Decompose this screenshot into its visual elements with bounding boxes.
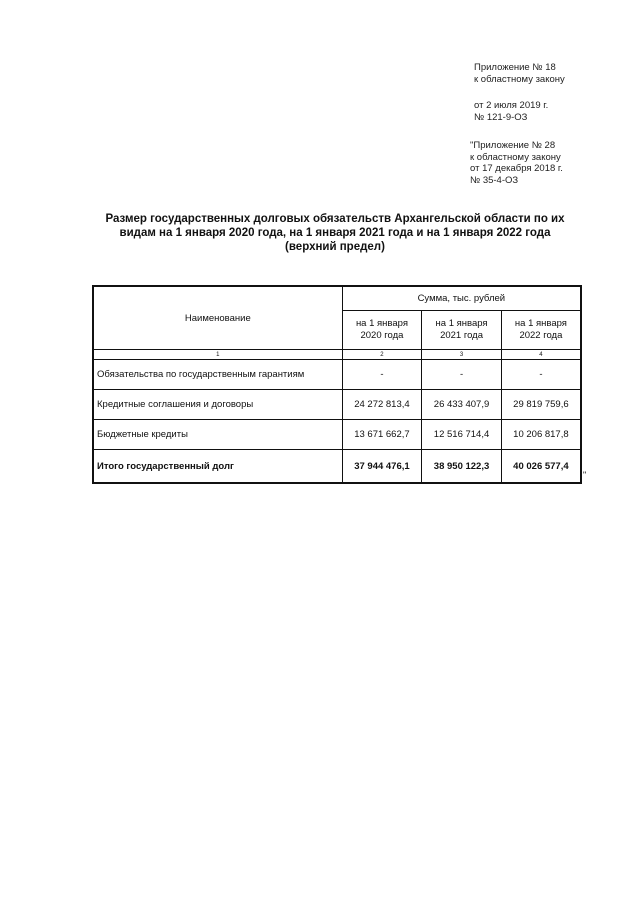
header-sum: Сумма, тыс. рублей (342, 286, 581, 311)
header-date-2022: на 1 января 2022 года (501, 311, 581, 350)
appendix-law-number: № 121-9-ОЗ (474, 111, 528, 123)
appendix-law-ref: к областному закону (474, 73, 565, 85)
appendix-number: Приложение № 18 (474, 62, 556, 73)
row-value: 10 206 817,8 (501, 420, 581, 450)
column-number: 3 (422, 350, 502, 360)
table-row (93, 420, 581, 450)
title-line-1: Размер государственных долговых обязательств Архангельской области по их (105, 213, 565, 225)
table-row (93, 360, 581, 390)
row-value: 12 516 714,4 (422, 420, 502, 450)
total-name: Итого государственный долг (93, 450, 342, 484)
closing-quote: " (583, 470, 587, 480)
header-name: Наименование (93, 286, 342, 350)
row-value: 24 272 813,4 (342, 390, 422, 420)
header-date-2021: на 1 января 2021 года (422, 311, 502, 350)
previous-appendix-number: "Приложение № 28 (470, 140, 556, 151)
row-value: 26 433 407,9 (422, 390, 502, 420)
previous-appendix-block (470, 140, 563, 186)
appendix-date-block (474, 100, 548, 123)
column-number-row (93, 350, 581, 360)
row-value: 29 819 759,6 (501, 390, 581, 420)
debt-table (92, 285, 582, 484)
total-value: 40 026 577,4 (501, 450, 581, 484)
previous-appendix-law-number: № 35-4-ОЗ (470, 174, 519, 186)
column-number: 2 (342, 350, 422, 360)
row-value: 13 671 662,7 (342, 420, 422, 450)
total-row (93, 450, 581, 484)
row-value: - (501, 360, 581, 390)
title-line-3: (верхний предел) (285, 241, 385, 253)
header-date-2020: на 1 января 2020 года (342, 311, 422, 350)
row-name: Кредитные соглашения и договоры (93, 390, 342, 420)
document-title (90, 212, 580, 254)
appendix-header (474, 62, 565, 85)
row-name: Обязательства по государственным гарантиям (93, 360, 342, 390)
previous-appendix-law-ref: к областному закону (470, 151, 561, 163)
appendix-date: от 2 июля 2019 г. (474, 100, 549, 111)
title-line-2: видам на 1 января 2020 года, на 1 января 2021 года и на 1 января 2022 года (119, 227, 551, 239)
previous-appendix-date: от 17 декабря 2018 г. (470, 163, 563, 174)
total-value: 37 944 476,1 (342, 450, 422, 484)
row-name: Бюджетные кредиты (93, 420, 342, 450)
column-number: 1 (93, 350, 342, 360)
column-number: 4 (501, 350, 581, 360)
table-row (93, 390, 581, 420)
row-value: - (342, 360, 422, 390)
total-value: 38 950 122,3 (422, 450, 502, 484)
row-value: - (422, 360, 502, 390)
